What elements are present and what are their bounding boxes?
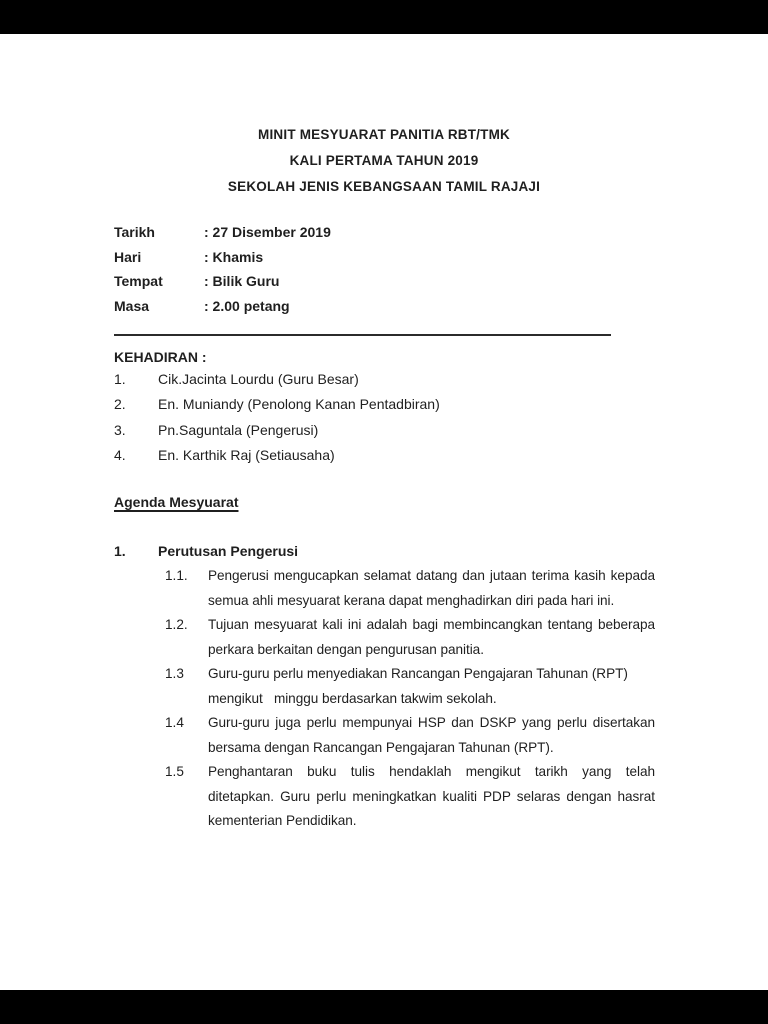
meta-value: : Bilik Guru: [204, 273, 280, 289]
viewer-bottom-bar: [0, 990, 768, 1024]
attendance-number: 2.: [114, 396, 126, 413]
paragraph-line: bersama dengan Rancangan Pengajaran Tahunan (RPT).: [208, 739, 554, 755]
paragraph-line: Penghantaran buku tulis hendaklah mengikut tarikh yang telah: [208, 764, 655, 780]
agenda-sub-item: [165, 613, 655, 662]
title-line-2: KALI PERTAMA TAHUN 2019: [289, 153, 479, 168]
meta-row-hari: [114, 245, 331, 270]
paragraph-line: kementerian Pendidikan.: [208, 813, 357, 829]
meta-row-tarikh: [114, 220, 331, 245]
sub-item-paragraph: [208, 711, 655, 760]
agenda-sub-item: [165, 760, 655, 834]
attendance-row: [114, 392, 440, 417]
paragraph-line: Guru-guru perlu menyediakan Rancangan Pengajaran Tahunan (RPT): [208, 666, 628, 682]
paragraph-line: semua ahli mesyuarat kerana dapat menghadirkan diri pada hari ini.: [208, 592, 615, 608]
meta-row-masa: [114, 294, 331, 319]
attendance-list: [114, 367, 440, 469]
agenda-heading: Agenda Mesyuarat: [114, 494, 239, 510]
attendance-number: 4.: [114, 447, 126, 464]
sub-item-paragraph: [208, 662, 655, 711]
sub-item-paragraph: [208, 613, 655, 662]
attendance-name: Pn.Saguntala (Pengerusi): [158, 421, 319, 438]
attendance-row: [114, 367, 440, 392]
attendance-row: [114, 443, 440, 468]
meta-label: Masa: [114, 297, 150, 314]
attendance-number: 1.: [114, 371, 126, 387]
title-line-1: MINIT MESYUARAT PANITIA RBT/TMK: [258, 127, 510, 142]
agenda-item-title: Perutusan Pengerusi: [158, 543, 299, 559]
paragraph-line: ditetapkan. Guru perlu meningkatkan kualiti PDP selaras dengan hasrat: [208, 788, 655, 804]
agenda-sub-item: [165, 711, 655, 760]
meta-value: : Khamis: [204, 248, 264, 265]
agenda-sub-items: [165, 564, 655, 834]
document-page: [0, 34, 768, 990]
document-title: [0, 122, 768, 200]
attendance-name: Cik.Jacinta Lourdu (Guru Besar): [158, 371, 359, 387]
paragraph-line: perkara berkaitan dengan pengurusan panitia.: [208, 641, 484, 657]
paragraph-line: mengikut minggu berdasarkan takwim sekolah.: [208, 690, 497, 706]
meta-label: Tempat: [114, 273, 163, 289]
agenda-sub-item: [165, 662, 655, 711]
title-line-3: SEKOLAH JENIS KEBANGSAAN TAMIL RAJAJI: [227, 179, 541, 194]
attendance-row: [114, 418, 440, 443]
meta-value: : 2.00 petang: [204, 297, 290, 314]
meta-label: Tarikh: [114, 224, 155, 240]
sub-item-number: 1.5: [165, 764, 184, 780]
attendance-name: En. Karthik Raj (Setiausaha): [158, 447, 335, 464]
meta-row-tempat: [114, 269, 331, 294]
viewer-top-bar: [0, 0, 768, 34]
agenda-item-number: 1.: [114, 543, 126, 559]
paragraph-line: Pengerusi mengucapkan selamat datang dan jutaan terima kasih kepada: [208, 568, 655, 583]
paragraph-line: Tujuan mesyuarat kali ini adalah bagi membincangkan tentang beberapa: [208, 617, 655, 633]
paragraph-line: Guru-guru juga perlu mempunyai HSP dan DSKP yang perlu disertakan: [208, 715, 655, 731]
sub-item-number: 1.1.: [165, 568, 188, 583]
meta-label: Hari: [114, 248, 142, 265]
sub-item-number: 1.4: [165, 715, 184, 731]
attendance-number: 3.: [114, 421, 126, 438]
meta-value: : 27 Disember 2019: [204, 224, 331, 240]
agenda-sub-item: [165, 564, 655, 613]
sub-item-number: 1.3: [165, 666, 184, 682]
sub-item-paragraph: [208, 564, 655, 613]
sub-item-number: 1.2.: [165, 617, 188, 633]
attendance-name: En. Muniandy (Penolong Kanan Pentadbiran): [158, 396, 440, 413]
meta-block: [114, 220, 331, 318]
sub-item-paragraph: [208, 760, 655, 834]
agenda-item-heading: [114, 541, 298, 561]
separator-line: [114, 334, 611, 336]
attendance-heading: KEHADIRAN :: [114, 349, 207, 365]
